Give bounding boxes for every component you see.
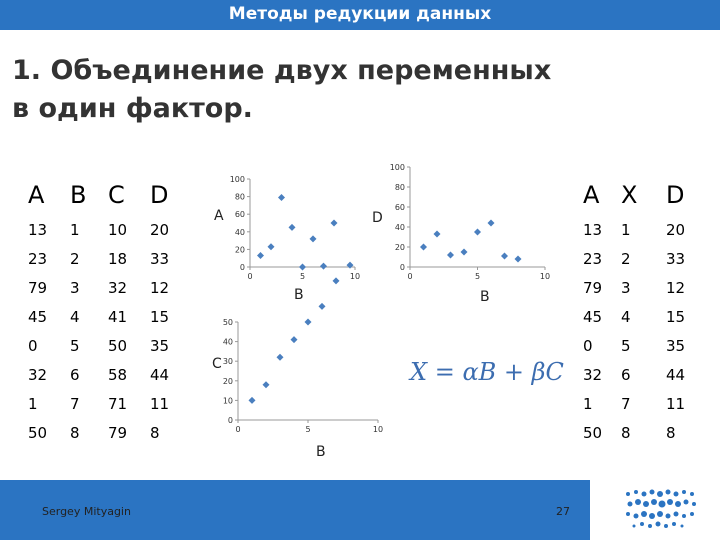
table-row bbox=[583, 418, 706, 447]
table-cell: 45 bbox=[28, 307, 48, 326]
table-row bbox=[583, 244, 706, 273]
y-tick-label: 10 bbox=[222, 396, 233, 406]
table-cell: 1 bbox=[621, 220, 631, 239]
scatter-point bbox=[310, 235, 317, 242]
table-cell: 5 bbox=[70, 336, 80, 355]
logo-dots-icon bbox=[590, 480, 720, 540]
x-tick-label: 5 bbox=[474, 272, 481, 281]
table-cell: 8 bbox=[150, 423, 160, 442]
column-header: D bbox=[666, 181, 685, 209]
scatter-chart-c-vs-b bbox=[210, 310, 400, 460]
table-cell: 0 bbox=[583, 336, 593, 355]
table-cell: 32 bbox=[108, 278, 128, 297]
scatter-chart-a-vs-b bbox=[210, 165, 370, 305]
table-header-row bbox=[583, 175, 706, 215]
table-cell: 7 bbox=[70, 394, 80, 413]
table-cell: 20 bbox=[150, 220, 170, 239]
scatter-point bbox=[263, 381, 270, 388]
y-axis-label: D bbox=[372, 210, 383, 226]
scatter-point bbox=[249, 397, 256, 404]
x-axis-label: B bbox=[316, 444, 326, 460]
table-cell: 20 bbox=[666, 220, 686, 239]
table-row bbox=[583, 389, 706, 418]
y-axis-label: C bbox=[212, 356, 222, 372]
y-tick-label: 100 bbox=[229, 175, 245, 184]
y-tick-label: 0 bbox=[227, 416, 233, 425]
table-cell: 79 bbox=[583, 278, 603, 297]
x-tick-label: 5 bbox=[305, 425, 311, 434]
y-tick-label: 40 bbox=[222, 337, 233, 347]
table-cell: 1 bbox=[583, 394, 593, 413]
table-cell: 50 bbox=[108, 336, 128, 355]
table-cell: 15 bbox=[150, 307, 170, 326]
table-cell: 12 bbox=[150, 278, 170, 297]
table-cell: 23 bbox=[28, 249, 48, 268]
table-cell: 8 bbox=[70, 423, 80, 442]
table-cell: 3 bbox=[70, 278, 80, 297]
table-cell: 41 bbox=[108, 307, 128, 326]
table-cell: 33 bbox=[666, 249, 686, 268]
table-cell: 0 bbox=[28, 336, 38, 355]
y-tick-label: 20 bbox=[394, 243, 405, 252]
table-row bbox=[28, 418, 188, 447]
table-cell: 35 bbox=[150, 336, 170, 355]
table-row bbox=[28, 360, 188, 389]
scatter-point bbox=[320, 263, 327, 270]
scatter-point bbox=[278, 194, 285, 201]
x-axis-label: B bbox=[294, 287, 304, 303]
y-tick-label: 20 bbox=[234, 245, 245, 255]
table-cell: 11 bbox=[150, 394, 170, 413]
table-row bbox=[583, 302, 706, 331]
y-tick-label: 60 bbox=[394, 203, 405, 212]
table-row bbox=[28, 302, 188, 331]
table-cell: 33 bbox=[150, 249, 170, 268]
table-row bbox=[583, 360, 706, 389]
y-tick-label: 40 bbox=[234, 227, 245, 237]
scatter-point bbox=[291, 336, 298, 343]
table-row bbox=[583, 331, 706, 360]
table-cell: 10 bbox=[108, 220, 128, 239]
slide-section-title: Методы редукции данных bbox=[228, 4, 492, 24]
scatter-point bbox=[277, 354, 284, 361]
y-tick-label: 50 bbox=[222, 318, 233, 327]
table-cell: 12 bbox=[666, 278, 686, 297]
scatter-point bbox=[501, 253, 508, 260]
x-tick-label: 10 bbox=[349, 272, 361, 281]
table-cell: 6 bbox=[70, 365, 80, 384]
x-tick-label: 0 bbox=[247, 272, 253, 281]
table-cell: 50 bbox=[583, 423, 603, 442]
table-cell: 32 bbox=[28, 365, 48, 384]
column-header: A bbox=[583, 181, 600, 209]
table-row bbox=[28, 273, 188, 302]
y-tick-label: 80 bbox=[394, 183, 405, 192]
y-tick-label: 30 bbox=[222, 357, 233, 367]
table-cell: 79 bbox=[108, 423, 128, 442]
table-row bbox=[583, 215, 706, 244]
table-cell: 45 bbox=[583, 307, 603, 326]
table-cell: 71 bbox=[108, 394, 128, 413]
table-cell: 3 bbox=[621, 278, 631, 297]
scatter-point bbox=[305, 319, 312, 326]
y-tick-label: 0 bbox=[399, 263, 405, 272]
formula-text: X = αB + βC bbox=[410, 358, 564, 386]
column-header: D bbox=[150, 181, 169, 209]
y-tick-label: 40 bbox=[394, 223, 405, 232]
slide-heading: 1. Объединение двух переменных в один фактор. bbox=[12, 55, 552, 124]
table-cell: 79 bbox=[28, 278, 48, 297]
table-cell: 4 bbox=[621, 307, 631, 326]
table-cell: 18 bbox=[108, 249, 128, 268]
table-row bbox=[28, 331, 188, 360]
table-row bbox=[28, 215, 188, 244]
table-cell: 35 bbox=[666, 336, 686, 355]
table-cell: 13 bbox=[583, 220, 603, 239]
column-header: X bbox=[621, 181, 638, 209]
scatter-point bbox=[257, 252, 264, 259]
x-tick-label: 5 bbox=[299, 272, 306, 281]
table-cell: 2 bbox=[70, 249, 80, 268]
data-table-right bbox=[583, 175, 706, 447]
table-row bbox=[28, 244, 188, 273]
table-cell: 2 bbox=[621, 249, 631, 268]
table-cell: 1 bbox=[28, 394, 38, 413]
y-tick-label: 60 bbox=[234, 210, 245, 220]
table-cell: 4 bbox=[70, 307, 80, 326]
scatter-point bbox=[474, 229, 481, 236]
y-tick-label: 80 bbox=[234, 192, 245, 202]
table-cell: 44 bbox=[666, 365, 686, 384]
table-header-row bbox=[28, 175, 188, 215]
x-tick-label: 0 bbox=[407, 272, 413, 281]
data-table-left bbox=[28, 175, 188, 447]
scatter-point bbox=[331, 220, 338, 227]
column-header: B bbox=[70, 181, 87, 209]
x-axis-label: B bbox=[480, 289, 490, 305]
scatter-point bbox=[515, 256, 522, 263]
x-tick-label: 10 bbox=[539, 272, 551, 281]
y-tick-label: 100 bbox=[389, 163, 405, 172]
scatter-point bbox=[434, 231, 441, 238]
table-cell: 7 bbox=[621, 394, 631, 413]
table-row bbox=[28, 389, 188, 418]
y-tick-label: 0 bbox=[239, 263, 245, 272]
table-cell: 8 bbox=[621, 423, 631, 442]
table-cell: 58 bbox=[108, 365, 128, 384]
author-name: Sergey Mityagin bbox=[42, 505, 131, 518]
table-cell: 15 bbox=[666, 307, 686, 326]
scatter-point bbox=[289, 224, 296, 231]
table-cell: 5 bbox=[621, 336, 631, 355]
scatter-point bbox=[268, 243, 275, 250]
column-header: A bbox=[28, 181, 45, 209]
scatter-point bbox=[488, 220, 495, 227]
scatter-chart-d-vs-b bbox=[370, 160, 560, 305]
scatter-point bbox=[461, 249, 468, 256]
table-cell: 23 bbox=[583, 249, 603, 268]
table-cell: 1 bbox=[70, 220, 80, 239]
table-cell: 50 bbox=[28, 423, 48, 442]
scatter-point bbox=[420, 244, 427, 251]
y-tick-label: 20 bbox=[222, 376, 233, 386]
table-cell: 8 bbox=[666, 423, 676, 442]
page-number: 27 bbox=[556, 505, 570, 518]
table-cell: 44 bbox=[150, 365, 170, 384]
column-header: C bbox=[108, 181, 125, 209]
table-cell: 11 bbox=[666, 394, 686, 413]
x-tick-label: 10 bbox=[372, 425, 384, 434]
table-cell: 13 bbox=[28, 220, 48, 239]
table-cell: 6 bbox=[621, 365, 631, 384]
table-cell: 32 bbox=[583, 365, 603, 384]
scatter-point bbox=[299, 264, 306, 271]
y-axis-label: A bbox=[214, 208, 224, 224]
scatter-point bbox=[447, 252, 454, 259]
x-tick-label: 0 bbox=[235, 425, 241, 434]
table-row bbox=[583, 273, 706, 302]
